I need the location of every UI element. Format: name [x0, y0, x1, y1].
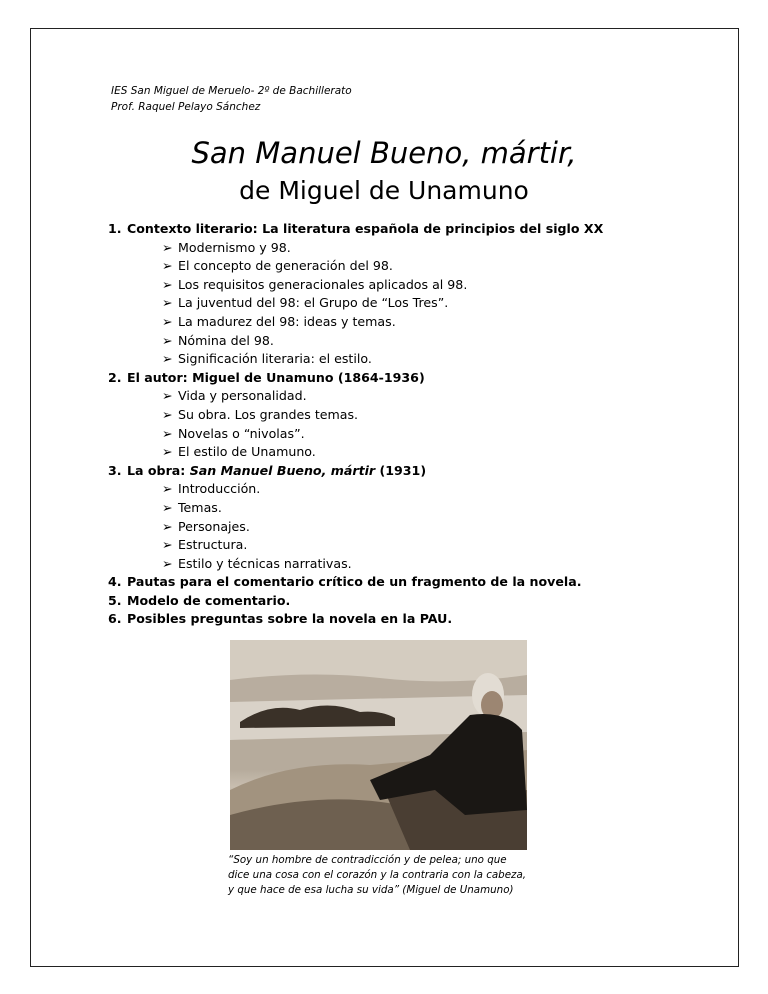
- arrow-bullet-icon: ➢: [162, 351, 173, 367]
- list-item: [108, 480, 603, 499]
- list-item: [108, 350, 603, 369]
- header-school: IES San Miguel de Meruelo- 2º de Bachillerato: [111, 85, 352, 97]
- arrow-bullet-icon: ➢: [162, 518, 173, 534]
- list-item: [108, 555, 603, 574]
- section-label: Posibles preguntas sobre la novela en la PAU.: [127, 611, 453, 627]
- arrow-bullet-icon: ➢: [162, 388, 173, 404]
- section-label: La obra:: [127, 462, 190, 478]
- section-number: 1.: [108, 221, 122, 236]
- list-item: [108, 313, 603, 332]
- section-label: Contexto literario: La literatura española de principios del siglo XX: [127, 221, 604, 236]
- section-label: Pautas para el comentario crítico de un fragmento de la novela.: [127, 574, 582, 590]
- arrow-bullet-icon: ➢: [162, 444, 173, 460]
- list-item-text: Estilo y técnicas narrativas.: [178, 555, 352, 571]
- list-item: [108, 499, 603, 518]
- section-heading: [108, 610, 603, 629]
- list-item-text: La juventud del 98: el Grupo de “Los Tres”.: [178, 295, 449, 311]
- list-item: [108, 332, 603, 351]
- list-item-text: Introducción.: [178, 481, 261, 497]
- section-heading: [108, 592, 603, 611]
- list-item-text: Estructura.: [178, 537, 248, 553]
- arrow-bullet-icon: ➢: [162, 332, 173, 348]
- arrow-bullet-icon: ➢: [162, 555, 173, 571]
- section-heading: [108, 573, 603, 592]
- arrow-bullet-icon: ➢: [162, 313, 173, 329]
- section-label: (1931): [375, 462, 427, 478]
- section-number: 2.: [108, 369, 122, 385]
- arrow-bullet-icon: ➢: [162, 499, 173, 515]
- arrow-bullet-icon: ➢: [162, 276, 173, 292]
- list-item-text: Temas.: [178, 499, 222, 515]
- arrow-bullet-icon: ➢: [162, 295, 173, 311]
- arrow-bullet-icon: ➢: [162, 425, 173, 441]
- list-item-text: Vida y personalidad.: [178, 388, 307, 404]
- list-item: [108, 536, 603, 555]
- list-item: [108, 387, 603, 406]
- list-item-text: Significación literaria: el estilo.: [178, 351, 372, 367]
- list-item-text: Novelas o “nivolas”.: [178, 425, 305, 441]
- list-item-text: Su obra. Los grandes temas.: [178, 406, 359, 422]
- document-subtitle: de Miguel de Unamuno: [239, 176, 529, 205]
- list-item-text: La madurez del 98: ideas y temas.: [178, 313, 396, 329]
- list-item: [108, 257, 603, 276]
- list-item: [108, 425, 603, 444]
- table-of-contents: [108, 220, 603, 629]
- list-item: [108, 276, 603, 295]
- list-item-text: Nómina del 98.: [178, 332, 274, 348]
- section-label: El autor: Miguel de Unamuno (1864-1936): [127, 369, 425, 385]
- section-number: 5.: [108, 592, 122, 608]
- list-item: [108, 443, 603, 462]
- list-item-text: Modernismo y 98.: [178, 239, 291, 255]
- list-item-text: El concepto de generación del 98.: [178, 258, 393, 274]
- list-item-text: Los requisitos generacionales aplicados al 98.: [178, 276, 468, 292]
- section-number: 4.: [108, 574, 122, 590]
- list-item: [108, 239, 603, 258]
- unamuno-photo: [230, 640, 527, 850]
- list-item-text: Personajes.: [178, 518, 250, 534]
- arrow-bullet-icon: ➢: [162, 537, 173, 553]
- photo-caption: “Soy un hombre de contradicción y de pelea; uno que dice una cosa con el corazón y la contraria con la cabeza, y que hace de esa lucha su vida” (Miguel de Unamuno): [228, 854, 527, 896]
- section-heading: [108, 220, 603, 239]
- section-label: San Manuel Bueno, mártir: [189, 462, 376, 478]
- list-item: [108, 518, 603, 537]
- arrow-bullet-icon: ➢: [162, 406, 173, 422]
- arrow-bullet-icon: ➢: [162, 258, 173, 274]
- section-number: 6.: [108, 611, 122, 627]
- section-heading: [108, 369, 603, 388]
- header-teacher: Prof. Raquel Pelayo Sánchez: [111, 101, 261, 113]
- section-heading: [108, 462, 603, 481]
- section-label: Modelo de comentario.: [127, 592, 291, 608]
- list-item: [108, 406, 603, 425]
- arrow-bullet-icon: ➢: [162, 239, 173, 255]
- document-title: San Manuel Bueno, mártir,: [191, 136, 577, 170]
- section-number: 3.: [108, 462, 122, 478]
- list-item-text: El estilo de Unamuno.: [178, 444, 316, 460]
- list-item: [108, 294, 603, 313]
- arrow-bullet-icon: ➢: [162, 481, 173, 497]
